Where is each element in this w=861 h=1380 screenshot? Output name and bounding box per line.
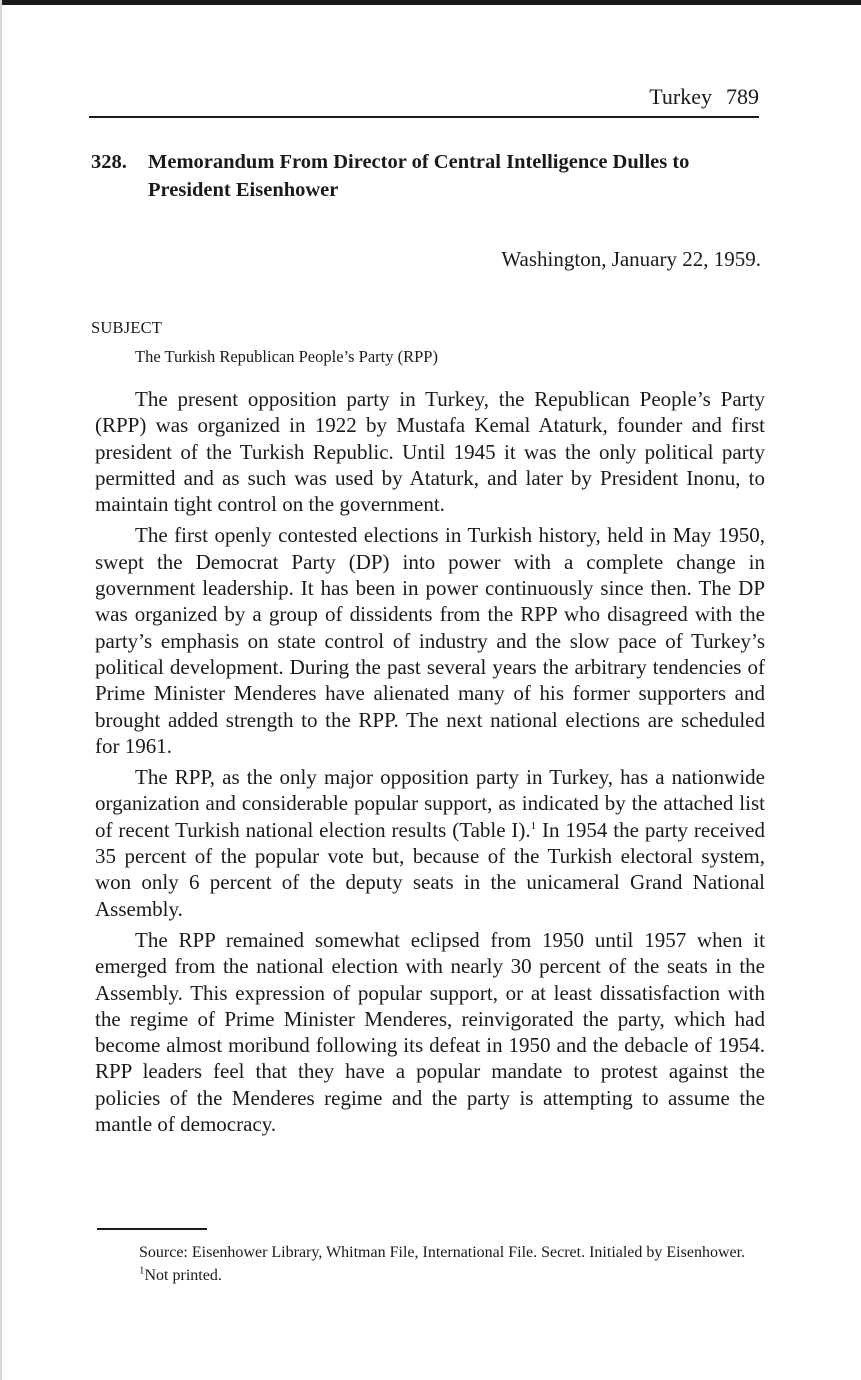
- footnote-1-text: Not printed.: [144, 1267, 222, 1284]
- page-top-edge: [0, 0, 861, 5]
- page-number: 789: [726, 84, 759, 109]
- document-heading: [91, 148, 761, 204]
- running-head: [649, 84, 759, 110]
- footnote-marker: 1: [139, 1264, 145, 1277]
- subject-label: SUBJECT: [91, 318, 163, 337]
- body-paragraph-3: [95, 764, 765, 922]
- source-note: Source: Eisenhower Library, Whitman File, International File. Secret. Initialed by Eisenhower.: [139, 1244, 746, 1261]
- memo-body: [95, 386, 765, 1142]
- body-paragraph-2: The first openly contested elections in Turkish history, held in May 1950, swept the Democrat Party (DP) into power with a complete change in government leadership. It has been in power continuously since then. The DP was organized by a group of dissidents from the RPP who disagreed with the party’s emphasis on state control of industry and the slow pace of Turkey’s political development. During the past several years the arbitrary tendencies of Prime Minister Menderes have alienated many of his former supporters and brought added strength to the RPP. The next national elections are scheduled for 1961.: [95, 523, 765, 758]
- header-rule: [89, 116, 759, 118]
- footnote-rule: [97, 1228, 207, 1230]
- paragraph-3-text-a: The RPP, as the only major opposition party in Turkey, has a nationwide organization and considerable popular support, as indicated by the attached list of recent Turkish national election results (Table I).: [95, 765, 765, 842]
- paragraph-3-text-b: In 1954 the party received 35 percent of the popular vote but, because of the Turkish electoral system, won only 6 percent of the deputy seats in the unicameral Grand National Assembly.: [95, 817, 765, 921]
- footnote-reference: 1: [530, 819, 537, 832]
- footnote-1: [97, 1265, 767, 1286]
- body-paragraph-4: The RPP remained somewhat eclipsed from 1950 until 1957 when it emerged from the national election with nearly 30 percent of the seats in the Assembly. This expression of popular support, or at least dissatisfaction with the regime of Prime Minister Menderes, reinvigorated the party, which had become almost moribund following its defeat in 1950 and the debacle of 1954. RPP leaders feel that they have a popular mandate to protest against the policies of the Menderes regime and the party is attempting to assume the mantle of democracy.: [95, 927, 765, 1137]
- footnotes: [97, 1242, 767, 1286]
- document-number: 328.: [91, 151, 127, 173]
- document-title: Memorandum From Director of Central Intelligence Dulles to President Eisenhower: [148, 151, 690, 201]
- running-head-section: Turkey: [649, 84, 712, 109]
- body-paragraph-1: The present opposition party in Turkey, the Republican People’s Party (RPP) was organized in 1922 by Mustafa Kemal Ataturk, founder and first president of the Turkish Republic. Until 1945 it was the only political party permitted and as such was used by Ataturk, and later by President Inonu, to maintain tight control on the government.: [95, 387, 765, 517]
- dateline: Washington, January 22, 1959.: [501, 247, 761, 271]
- subject-text: The Turkish Republican People’s Party (RPP): [135, 347, 438, 366]
- page-left-edge: [0, 0, 2, 1380]
